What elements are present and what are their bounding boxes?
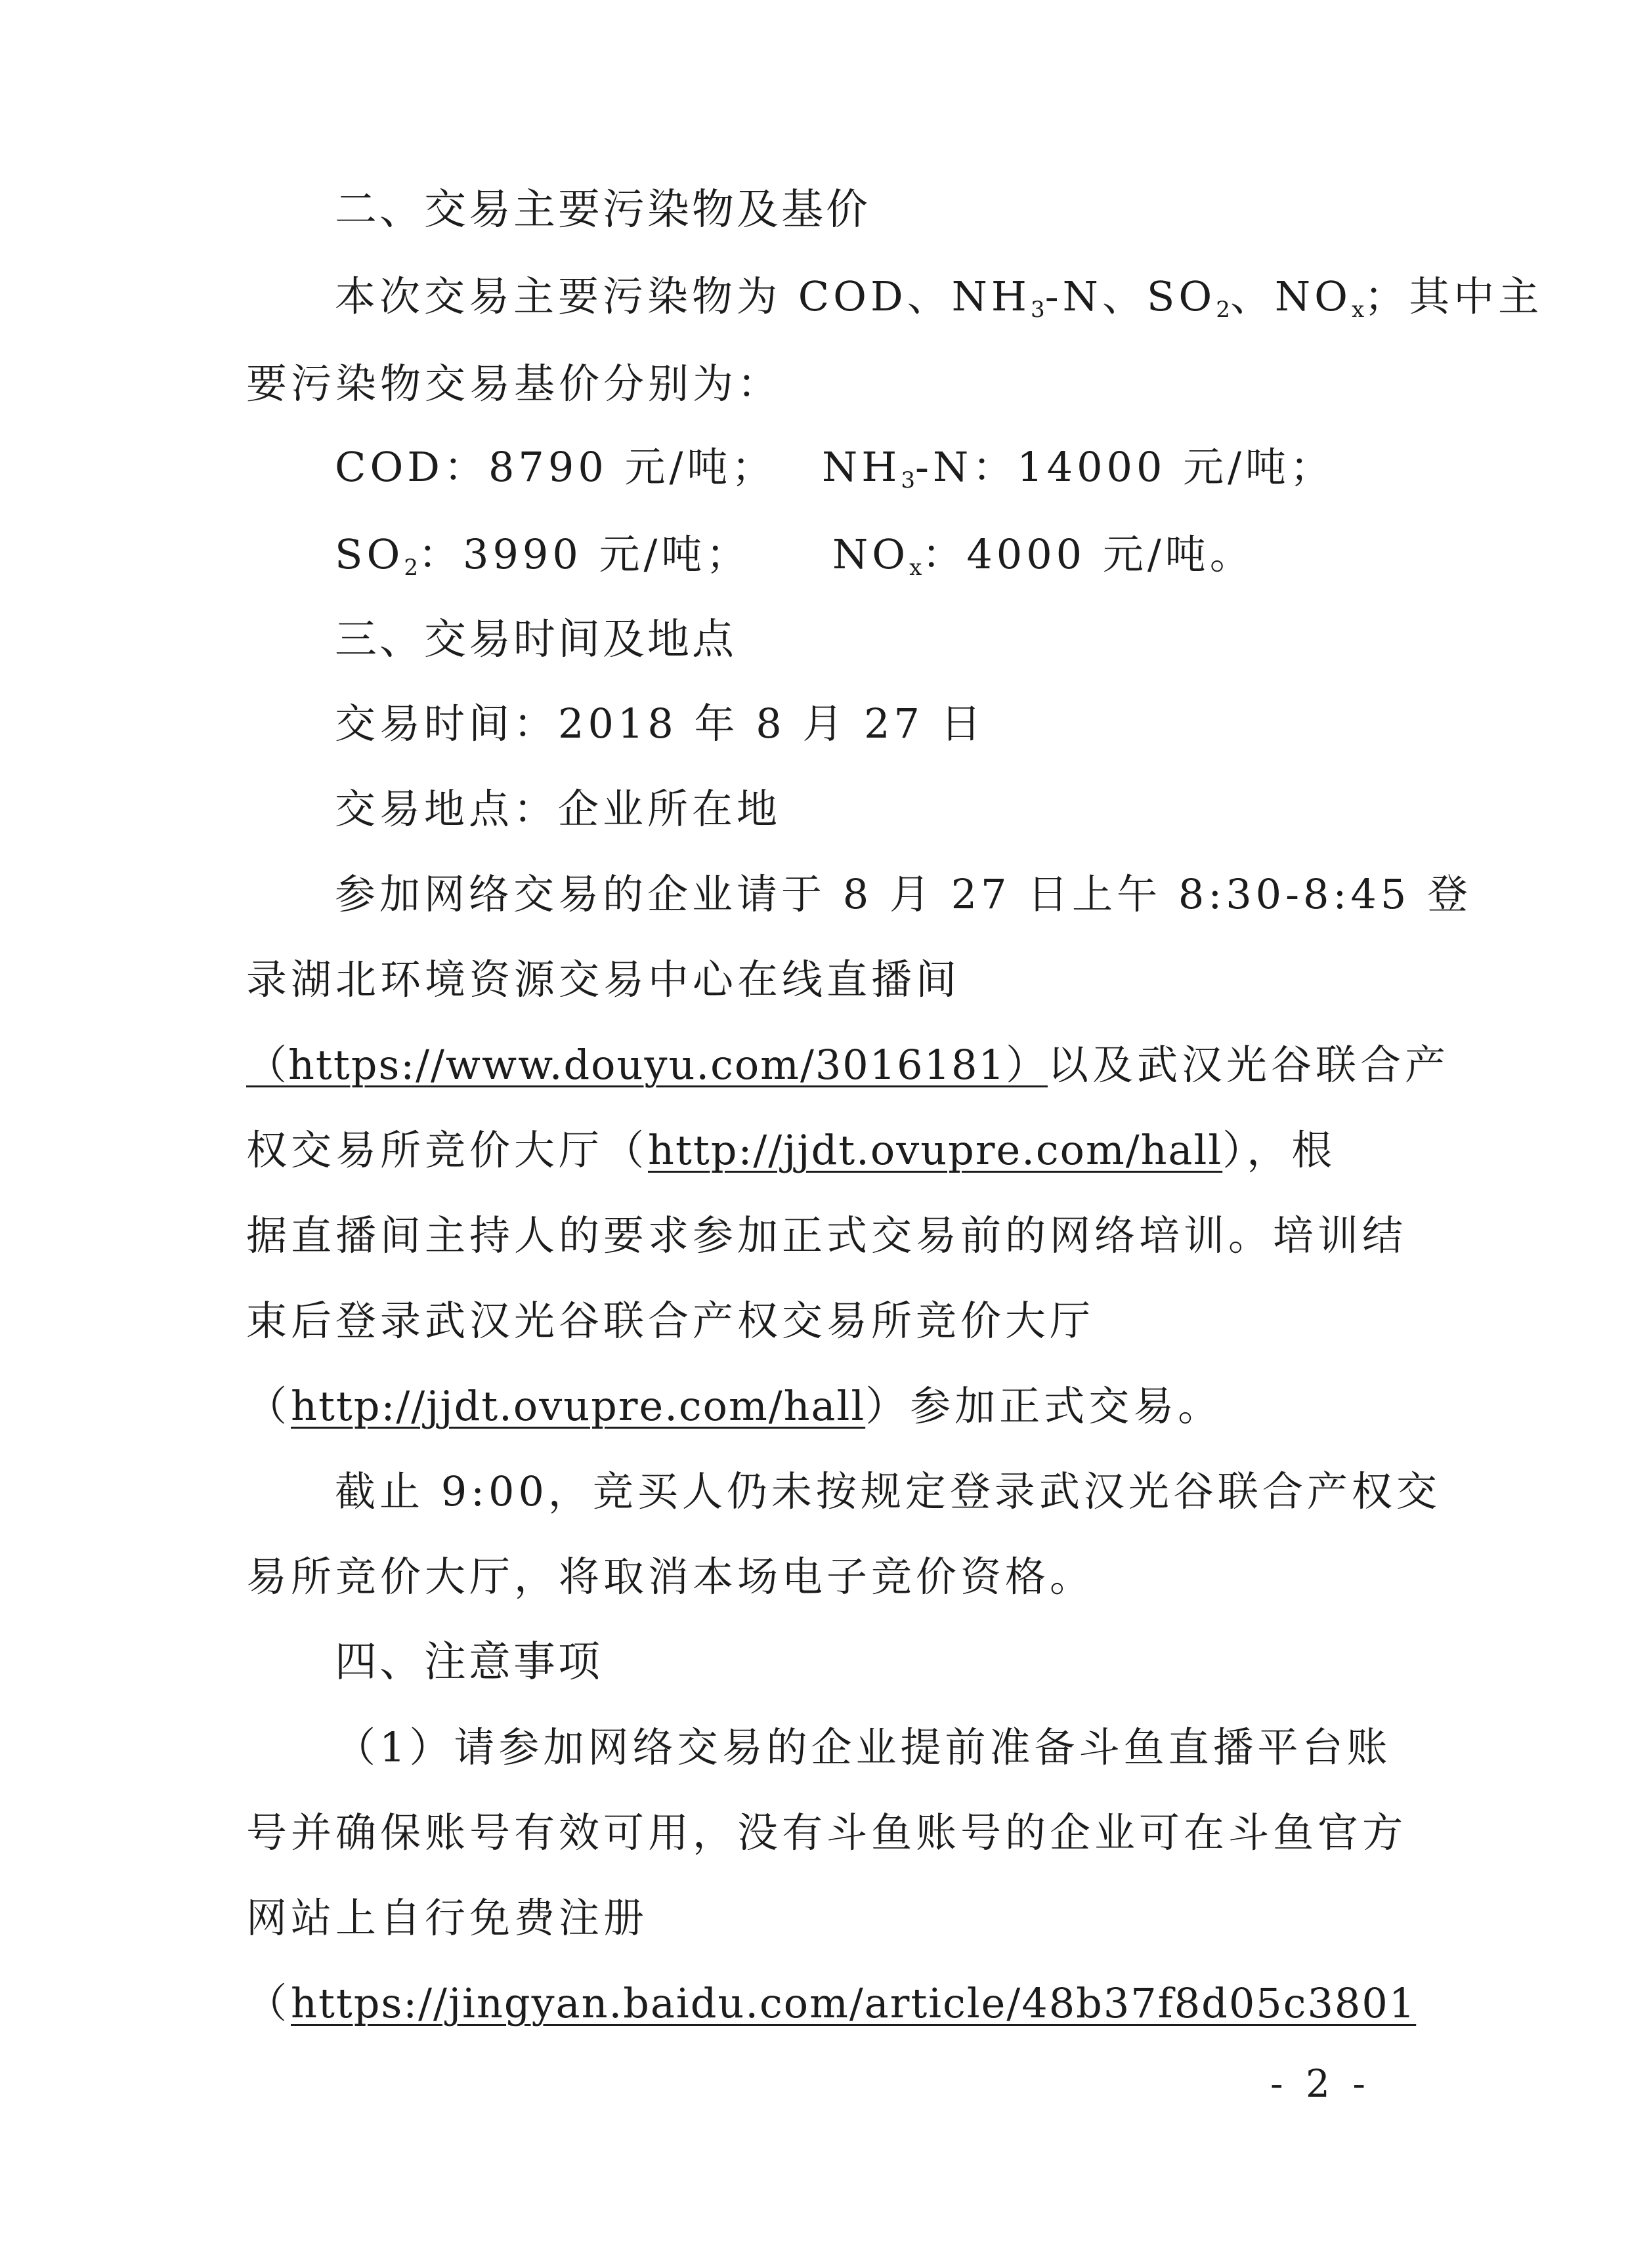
hall-link-2[interactable]: http://jjdt.ovupre.com/hall — [291, 1382, 866, 1430]
price-nox-value: ：4000 元/吨。 — [922, 530, 1254, 578]
para1-line-4 — [246, 1124, 1336, 1177]
page-number: - 2 - — [1270, 2061, 1371, 2106]
trade-time: 交易时间：2018 年 8 月 27 日 — [335, 700, 985, 747]
para1-line-7-b: ）参加正式交易。 — [865, 1382, 1223, 1430]
section-4-heading: 四、注意事项 — [335, 1638, 603, 1687]
price-so2-subscript: 2 — [404, 555, 418, 581]
para2-line-2: 易所竞价大厅，将取消本场电子竞价资格。 — [246, 1553, 1095, 1601]
baidu-jingyan-link[interactable]: https://jingyan.baidu.com/article/48b37f8d05c3801 — [291, 1979, 1417, 2027]
price-so2-value: ：3990 元/吨； — [418, 530, 751, 578]
para1-line-6: 束后登录武汉光谷联合产权交易所竞价大厅 — [246, 1297, 1095, 1345]
price-nh3n — [822, 441, 1335, 507]
intro-text-a: 本次交易主要污染物为 COD、NH — [335, 272, 1031, 320]
price-nox-label: NO — [832, 530, 910, 578]
item1-line-4-a: （ — [246, 1979, 291, 2027]
section-2-heading: 二、交易主要污染物及基价 — [335, 186, 870, 234]
item1-line-3: 网站上自行免费注册 — [246, 1894, 649, 1942]
para2-line-1: 截止 9:00，竞买人仍未按规定登录武汉光谷联合产权交 — [335, 1467, 1441, 1515]
price-so2 — [335, 528, 750, 594]
nox-subscript: x — [1352, 297, 1365, 324]
item1-line-2: 号并确保账号有效可用，没有斗鱼账号的企业可在斗鱼官方 — [246, 1809, 1407, 1857]
section-2-intro-line-2: 要污染物交易基价分别为： — [246, 360, 782, 408]
price-nox-subscript: x — [909, 555, 922, 581]
section-3-heading: 三、交易时间及地点 — [335, 616, 737, 664]
para1-line-4-b: ），根 — [1222, 1126, 1337, 1174]
intro-text-c: 、NO — [1230, 272, 1352, 320]
para1-line-2: 录湖北环境资源交易中心在线直播间 — [246, 956, 961, 1003]
intro-text-d: ；其中主 — [1364, 272, 1543, 320]
para1-line-7-a: （ — [246, 1382, 291, 1430]
trade-place: 交易地点：企业所在地 — [335, 785, 782, 833]
para1-line-7 — [246, 1380, 1222, 1433]
douyu-link[interactable]: （https://www.douyu.com/3016181） — [246, 1041, 1048, 1089]
price-cod: COD：8790 元/吨； — [335, 443, 777, 491]
para1-line-3 — [246, 1039, 1449, 1091]
para1-line-5: 据直播间主持人的要求参加正式交易前的网络培训。培训结 — [246, 1211, 1407, 1259]
item1-line-4 — [246, 1977, 1416, 2030]
price-nh3n-subscript: 3 — [901, 467, 916, 494]
para1-line-1: 参加网络交易的企业请于 8 月 27 日上午 8:30-8:45 登 — [335, 870, 1472, 918]
para1-line-3-rest: 以及武汉光谷联合产 — [1047, 1041, 1449, 1089]
price-nh3n-label: NH — [822, 443, 901, 491]
price-so2-label: SO — [335, 530, 404, 578]
so2-subscript: 2 — [1216, 297, 1230, 324]
item1-line-1: （1）请参加网络交易的企业提前准备斗鱼直播平台账 — [335, 1723, 1392, 1771]
nh3-subscript: 3 — [1031, 297, 1045, 324]
price-nh3n-value: -N：14000 元/吨； — [915, 443, 1335, 491]
price-nox — [832, 528, 1254, 594]
hall-link[interactable]: http://jjdt.ovupre.com/hall — [648, 1126, 1223, 1174]
para1-line-4-a: 权交易所竞价大厅（ — [246, 1126, 649, 1174]
section-2-intro-line-1 — [335, 270, 1543, 336]
intro-text-b: -N、SO — [1044, 272, 1216, 320]
